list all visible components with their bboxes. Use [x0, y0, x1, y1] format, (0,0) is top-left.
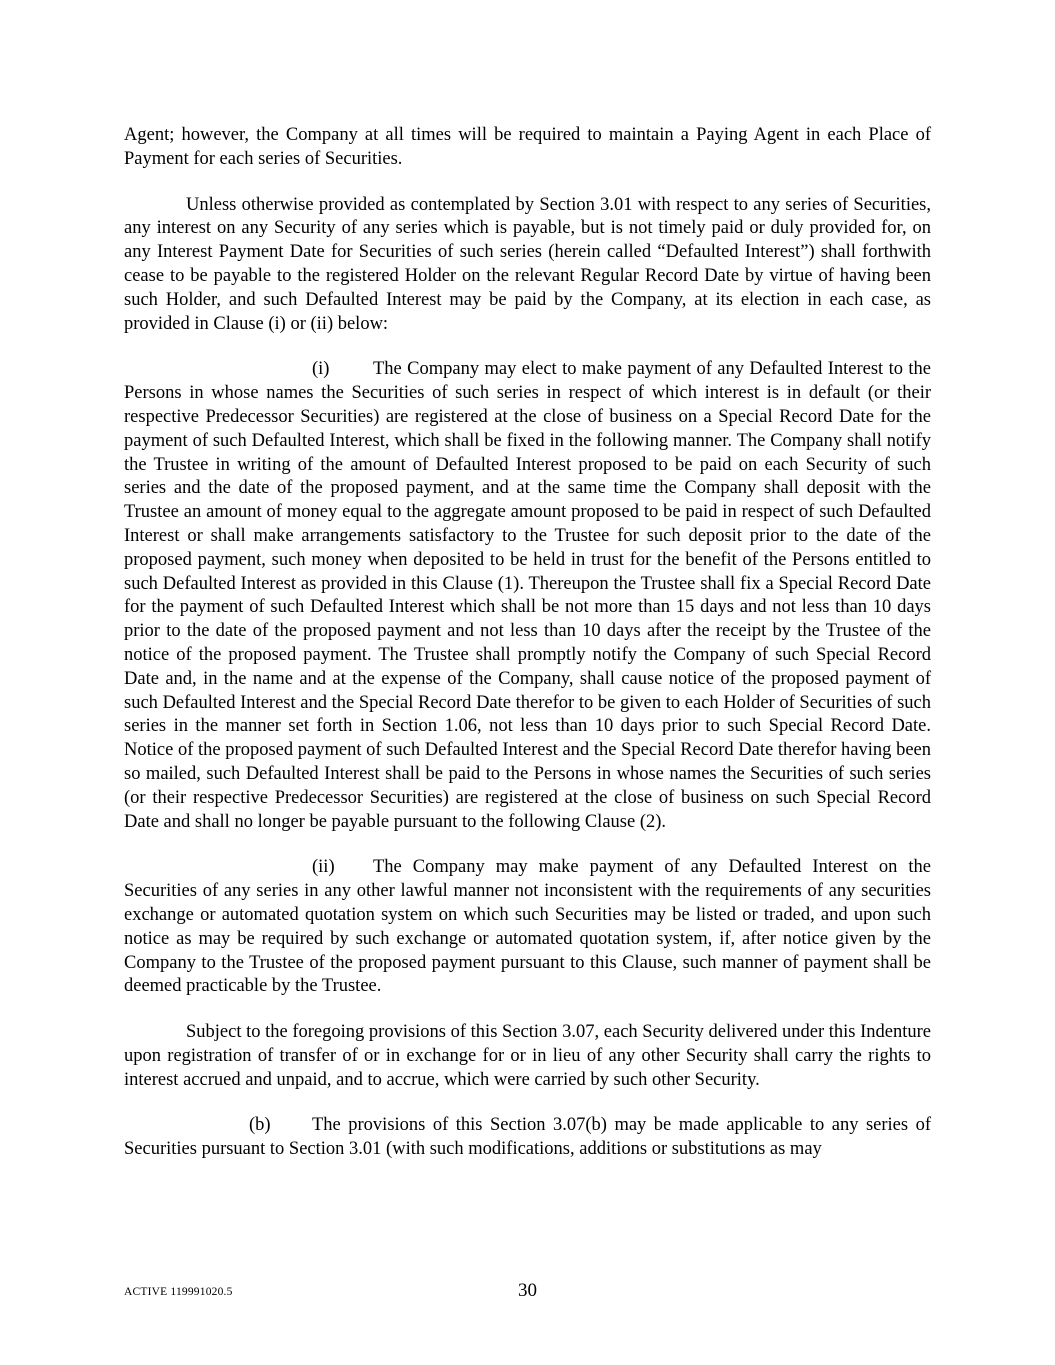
- clause-ii: [124, 856, 931, 999]
- document-body: [124, 124, 931, 1162]
- clause-text: The Company may elect to make payment of any Defaulted Interest to the Persons in whose names the Securities of such series in respect of which interest is in default (or their respective Predecessor Securities) are registered at the close of business on a Special Record Date for the payment of such Defaulted Interest, which shall be fixed in the following manner. The Company shall notify the Trustee in writing of the amount of Defaulted Interest proposed to be paid on each Security of such series and the date of the proposed payment, and at the same time the Company shall deposit with the Trustee an amount of money equal to the aggregate amount proposed to be paid in respect of such Defaulted Interest or shall make arrangements satisfactory to the Trustee for such deposit prior to the date of the proposed payment, such money when deposited to be held in trust for the benefit of the Persons entitled to such Defaulted Interest as provided in this Clause (1). Thereupon the Trustee shall fix a Special Record Date for the payment of such Defaulted Interest which shall be not more than 15 days and not less than 10 days prior to the date of the proposed payment and not less than 10 days after the receipt by the Trustee of the notice of the proposed payment. The Trustee shall promptly notify the Company of such Special Record Date and, in the name and at the expense of the Company, shall cause notice of the proposed payment of such Defaulted Interest and the Special Record Date therefor to be given to each Holder of Securities of such series in the manner set forth in Section 1.06, not less than 10 days prior to such Special Record Date. Notice of the proposed payment of such Defaulted Interest and the Special Record Date therefor having been so mailed, such Defaulted Interest shall be paid to the Persons in whose names the Securities of such series (or their respective Predecessor Securities) are registered at the close of business on such Special Record Date and shall no longer be payable pursuant to the following Clause (2).: [124, 359, 931, 832]
- page-number: 30: [518, 1280, 537, 1301]
- clause-label: (i): [312, 359, 330, 380]
- paragraph-text: Agent; however, the Company at all times will be required to maintain a Paying Agent in each Place of Payment for each series of Securities.: [124, 125, 931, 169]
- clause-b: [124, 1114, 931, 1162]
- paragraph-continuation: [124, 124, 931, 172]
- paragraph-text: Subject to the foregoing provisions of this Section 3.07, each Security delivered under this Indenture upon registration of transfer of or in exchange for or in lieu of any other Security shall carry the rights to interest accrued and unpaid, and to accrue, which were carried by such other Security.: [124, 1022, 931, 1090]
- paragraph-defaulted-interest: [124, 194, 931, 337]
- clause-label: (ii): [312, 857, 335, 878]
- clause-text: The provisions of this Section 3.07(b) may be made applicable to any series of Securities pursuant to Section 3.01 (with such modifications, additions or substitutions as may: [124, 1115, 931, 1160]
- clause-label: (b): [249, 1115, 271, 1136]
- clause-i: [124, 358, 931, 834]
- clause-text: The Company may make payment of any Defaulted Interest on the Securities of any series in any other lawful manner not inconsistent with the requirements of any securities exchange or automated quotation system on which such Securities may be listed or traded, and upon such notice as may be required by such exchange or automated quotation system, if, after notice given by the Company to the Trustee of the proposed payment pursuant to this Clause, such manner of payment shall be deemed practicable by the Trustee.: [124, 857, 931, 997]
- paragraph-text: Unless otherwise provided as contemplated by Section 3.01 with respect to any series of Securities, any interest on any Security of any series which is payable, but is not timely paid or duly provided for, on any Interest Payment Date for Securities of such series (herein called “Defaulted Interest”) shall forthwith cease to be payable to the registered Holder on the relevant Regular Record Date by virtue of having been such Holder, and such Defaulted Interest may be paid by the Company, at its election in each case, as provided in Clause (i) or (ii) below:: [124, 194, 931, 334]
- footer-document-id: ACTIVE 119991020.5: [124, 1286, 233, 1298]
- paragraph-subject-to: [124, 1021, 931, 1092]
